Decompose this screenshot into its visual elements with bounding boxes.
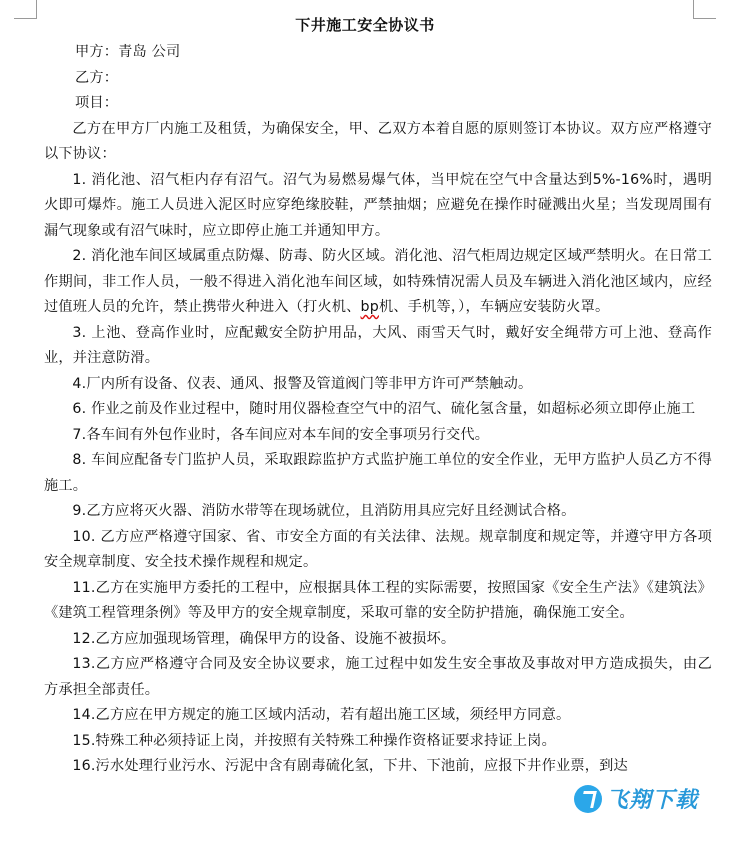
intro-paragraph: 乙方在甲方厂内施工及租赁，为确保安全，甲、乙双方本着自愿的原则签订本协议。双方应严格遵守以下协议： — [44, 120, 712, 162]
clause-2-bp-misspelling: bp — [360, 299, 379, 315]
party-b-line: 乙方： — [75, 69, 119, 86]
watermark-text: 飞翔下载 — [606, 788, 699, 813]
clause-14: 14.乙方应在甲方规定的施工区域内活动，若有超出施工区域，须经甲方同意。 — [72, 707, 571, 723]
party-a-line: 甲方：青岛 公司 — [75, 44, 181, 60]
clause-2-text: 2. 消化池车间区域属重点防爆、防毒、防火区域。消化池、沼气柜周边规定区域严禁明火。在日常工作期间，非工作人员，一般不得进入消化池车间区域，如特殊情况需人员及车辆进入消化池区域内，应经过值班人员的允许，禁止携带火种进入（打火机、 — [44, 248, 712, 315]
clause-2 — [44, 244, 712, 321]
document-body — [44, 40, 712, 780]
project-line: 项目： — [75, 95, 119, 111]
clause-6: 6. 作业之前及作业过程中，随时用仪器检查空气中的沼气、硫化氢含量，如超标必须立即停止施工 — [72, 401, 696, 417]
clause-12: 12.乙方应加强现场管理，确保甲方的设备、设施不被损坏。 — [72, 630, 456, 647]
clause-10: 10. 乙方应严格遵守国家、省、市安全方面的有关法律、法规。规章制度和规定等，并遵守甲方各项安全规章制度、安全技术操作规程和规定。 — [44, 528, 712, 570]
clause-16: 16.污水处理行业污水、污泥中含有剧毒硫化氢，下井、下池前，应报下井作业票，到达 — [72, 758, 628, 774]
site-watermark — [574, 783, 698, 814]
clause-13: 13.乙方应严格遵守合同及安全协议要求，施工过程中如发生安全事故及事故对甲方造成损失，由乙方承担全部责任。 — [44, 656, 712, 698]
clause-8: 8. 车间应配备专门监护人员，采取跟踪监护方式监护施工单位的安全作业，无甲方监护人员乙方不得施工。 — [44, 452, 712, 494]
clause-7: 7.各车间有外包作业时，各车间应对本车间的安全事项另行交代。 — [72, 426, 490, 443]
clause-11: 11.乙方在实施甲方委托的工程中，应根据具体工程的实际需要，按照国家《安全生产法》《建筑法》《建筑工程管理条例》等及甲方的安全规章制度，采取可靠的安全防护措施，确保施工安全。 — [44, 579, 712, 621]
clause-15: 15.特殊工种必须持证上岗，并按照有关特殊工种操作资格证要求持证上岗。 — [72, 732, 556, 749]
clause-2-tail: 机、手机等，），车辆应安装防火罩。 — [378, 299, 610, 315]
clause-9: 9.乙方应将灭火器、消防水带等在现场就位，且消防用具应完好且经测试合格。 — [72, 503, 576, 519]
document-title: 下井施工安全协议书 — [295, 16, 435, 34]
clause-3: 3. 上池、登高作业时，应配戴安全防护用品，大风、雨雪天气时，戴好安全绳带方可上池、登高作业，并注意防滑。 — [44, 324, 712, 366]
clause-1: 1. 消化池、沼气柜内存有沼气。沼气为易燃易爆气体，当甲烷在空气中含量达到5%-16%时，遇明火即可爆炸。施工人员进入泥区时应穿绝缘胶鞋，严禁抽烟；应避免在操作时碰溅出火星；当发现周围有漏气现象或有沼气味时，应立即停止施工并通知甲方。 — [44, 171, 712, 239]
clause-4: 4.厂内所有设备、仪表、通风、报警及管道阀门等非甲方许可严禁触动。 — [72, 375, 533, 392]
feixiang-logo-icon — [574, 785, 602, 813]
